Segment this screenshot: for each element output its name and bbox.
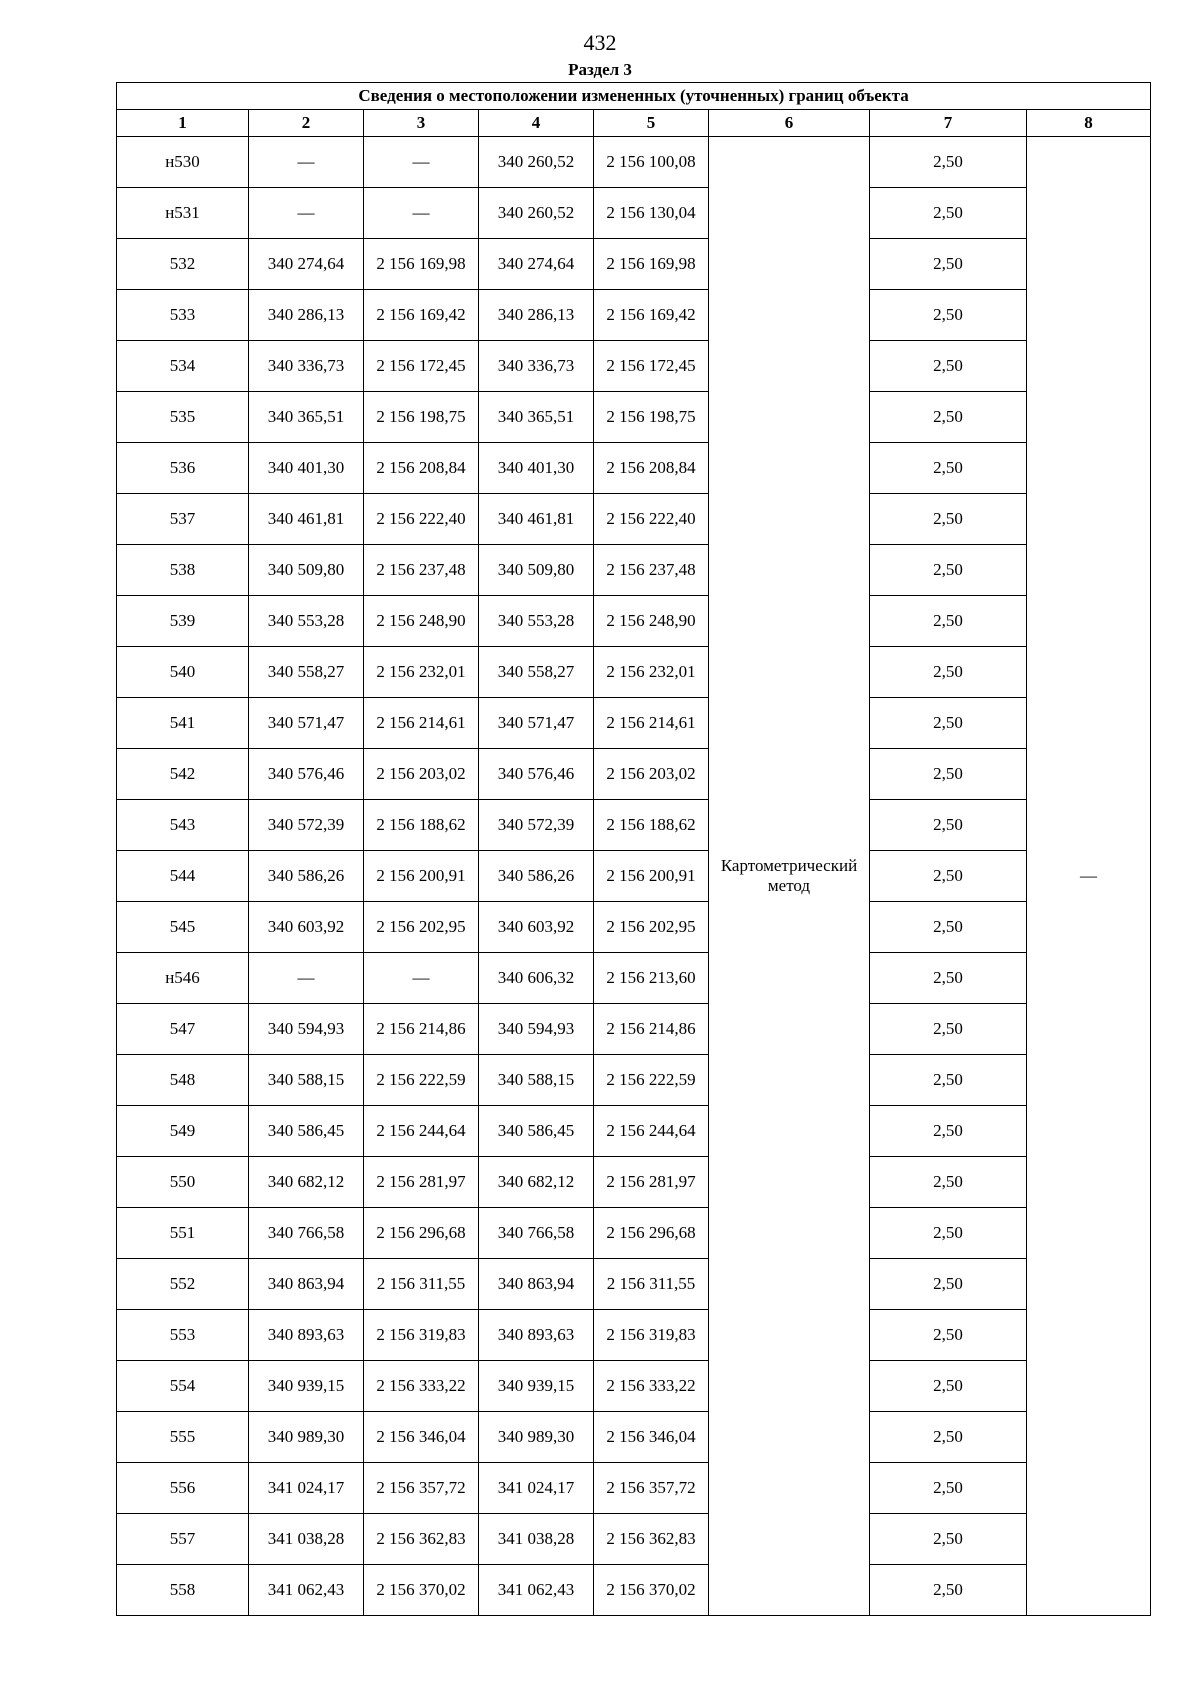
cell-y-old: 2 156 169,42 (364, 290, 479, 341)
cell-point: 555 (117, 1412, 249, 1463)
cell-x-new: 340 336,73 (479, 341, 594, 392)
table-row (117, 800, 1151, 851)
cell-y-old: — (364, 137, 479, 188)
cell-point: 542 (117, 749, 249, 800)
cell-x-old: 340 401,30 (249, 443, 364, 494)
cell-y-new: 2 156 222,40 (594, 494, 709, 545)
table-row (117, 1106, 1151, 1157)
coordinates-table (116, 82, 1151, 1616)
cell-y-old: 2 156 248,90 (364, 596, 479, 647)
cell-x-old: 340 274,64 (249, 239, 364, 290)
cell-precision: 2,50 (870, 1361, 1027, 1412)
cell-y-new: 2 156 213,60 (594, 953, 709, 1004)
cell-x-new: 341 038,28 (479, 1514, 594, 1565)
cell-point: 538 (117, 545, 249, 596)
cell-x-old: 340 576,46 (249, 749, 364, 800)
cell-x-old: 340 571,47 (249, 698, 364, 749)
table-row (117, 443, 1151, 494)
cell-x-old: — (249, 188, 364, 239)
cell-y-old: 2 156 208,84 (364, 443, 479, 494)
cell-x-new: 341 024,17 (479, 1463, 594, 1514)
cell-precision: 2,50 (870, 443, 1027, 494)
cell-y-old: 2 156 169,98 (364, 239, 479, 290)
cell-precision: 2,50 (870, 851, 1027, 902)
table-row (117, 1157, 1151, 1208)
cell-precision: 2,50 (870, 1310, 1027, 1361)
column-number: 5 (594, 110, 709, 137)
cell-y-old: 2 156 172,45 (364, 341, 479, 392)
table-row (117, 1004, 1151, 1055)
cell-point: 539 (117, 596, 249, 647)
cell-x-old: — (249, 953, 364, 1004)
cell-y-old: 2 156 333,22 (364, 1361, 479, 1412)
cell-x-new: 340 365,51 (479, 392, 594, 443)
cell-precision: 2,50 (870, 647, 1027, 698)
cell-x-new: 340 586,45 (479, 1106, 594, 1157)
cell-x-new: 340 509,80 (479, 545, 594, 596)
cell-y-old: 2 156 244,64 (364, 1106, 479, 1157)
cell-precision: 2,50 (870, 1514, 1027, 1565)
cell-point: 553 (117, 1310, 249, 1361)
column-number: 3 (364, 110, 479, 137)
cell-point: 535 (117, 392, 249, 443)
table-row (117, 1310, 1151, 1361)
cell-y-new: 2 156 232,01 (594, 647, 709, 698)
cell-y-new: 2 156 237,48 (594, 545, 709, 596)
cell-column8: — (1027, 137, 1151, 1616)
cell-precision: 2,50 (870, 1055, 1027, 1106)
cell-y-new: 2 156 333,22 (594, 1361, 709, 1412)
table-row (117, 1565, 1151, 1616)
cell-point: 556 (117, 1463, 249, 1514)
cell-precision: 2,50 (870, 1259, 1027, 1310)
table-row (117, 749, 1151, 800)
cell-y-new: 2 156 198,75 (594, 392, 709, 443)
cell-x-old: 340 572,39 (249, 800, 364, 851)
cell-y-old: 2 156 346,04 (364, 1412, 479, 1463)
table-row (117, 188, 1151, 239)
table-body (117, 137, 1151, 1616)
cell-y-old: 2 156 214,61 (364, 698, 479, 749)
cell-y-old: 2 156 311,55 (364, 1259, 479, 1310)
cell-point: 548 (117, 1055, 249, 1106)
cell-y-old: 2 156 222,59 (364, 1055, 479, 1106)
section-title: Раздел 3 (568, 60, 632, 79)
cell-precision: 2,50 (870, 545, 1027, 596)
cell-y-old: 2 156 232,01 (364, 647, 479, 698)
cell-precision: 2,50 (870, 188, 1027, 239)
cell-point: 558 (117, 1565, 249, 1616)
cell-x-old: 340 586,26 (249, 851, 364, 902)
cell-x-new: 340 588,15 (479, 1055, 594, 1106)
table-row (117, 1463, 1151, 1514)
cell-y-new: 2 156 281,97 (594, 1157, 709, 1208)
table-row (117, 137, 1151, 188)
cell-x-new: 340 260,52 (479, 137, 594, 188)
cell-x-old: — (249, 137, 364, 188)
cell-x-new: 340 571,47 (479, 698, 594, 749)
cell-y-old: 2 156 237,48 (364, 545, 479, 596)
cell-x-old: 340 989,30 (249, 1412, 364, 1463)
cell-x-new: 341 062,43 (479, 1565, 594, 1616)
cell-point: 534 (117, 341, 249, 392)
column-number: 2 (249, 110, 364, 137)
cell-y-old: 2 156 198,75 (364, 392, 479, 443)
cell-y-new: 2 156 248,90 (594, 596, 709, 647)
cell-point: н530 (117, 137, 249, 188)
column-number: 1 (117, 110, 249, 137)
cell-precision: 2,50 (870, 1106, 1027, 1157)
cell-precision: 2,50 (870, 1208, 1027, 1259)
table-row (117, 239, 1151, 290)
cell-precision: 2,50 (870, 290, 1027, 341)
cell-y-new: 2 156 202,95 (594, 902, 709, 953)
cell-y-new: 2 156 311,55 (594, 1259, 709, 1310)
cell-precision: 2,50 (870, 392, 1027, 443)
cell-point: 549 (117, 1106, 249, 1157)
cell-x-new: 340 553,28 (479, 596, 594, 647)
table-row (117, 494, 1151, 545)
cell-x-new: 340 893,63 (479, 1310, 594, 1361)
cell-precision: 2,50 (870, 698, 1027, 749)
cell-y-new: 2 156 100,08 (594, 137, 709, 188)
table-row (117, 902, 1151, 953)
cell-y-new: 2 156 370,02 (594, 1565, 709, 1616)
cell-x-old: 341 024,17 (249, 1463, 364, 1514)
cell-y-old: 2 156 362,83 (364, 1514, 479, 1565)
cell-precision: 2,50 (870, 341, 1027, 392)
cell-precision: 2,50 (870, 1412, 1027, 1463)
cell-y-new: 2 156 222,59 (594, 1055, 709, 1106)
table-row (117, 596, 1151, 647)
cell-y-old: 2 156 281,97 (364, 1157, 479, 1208)
cell-point: 551 (117, 1208, 249, 1259)
cell-point: 537 (117, 494, 249, 545)
cell-y-old: 2 156 296,68 (364, 1208, 479, 1259)
cell-x-old: 340 682,12 (249, 1157, 364, 1208)
cell-x-old: 340 365,51 (249, 392, 364, 443)
cell-x-new: 340 682,12 (479, 1157, 594, 1208)
cell-y-new: 2 156 188,62 (594, 800, 709, 851)
table-row (117, 647, 1151, 698)
cell-y-old: 2 156 357,72 (364, 1463, 479, 1514)
cell-method: Картометрический метод (709, 137, 870, 1616)
cell-y-new: 2 156 169,42 (594, 290, 709, 341)
cell-precision: 2,50 (870, 1004, 1027, 1055)
cell-x-old: 340 588,15 (249, 1055, 364, 1106)
cell-x-new: 340 606,32 (479, 953, 594, 1004)
cell-point: 554 (117, 1361, 249, 1412)
cell-precision: 2,50 (870, 596, 1027, 647)
cell-precision: 2,50 (870, 494, 1027, 545)
cell-y-old: 2 156 222,40 (364, 494, 479, 545)
cell-point: 543 (117, 800, 249, 851)
cell-y-old: 2 156 188,62 (364, 800, 479, 851)
cell-x-new: 340 461,81 (479, 494, 594, 545)
column-number: 8 (1027, 110, 1151, 137)
cell-x-old: 340 893,63 (249, 1310, 364, 1361)
cell-x-new: 340 572,39 (479, 800, 594, 851)
cell-y-new: 2 156 319,83 (594, 1310, 709, 1361)
cell-x-new: 340 260,52 (479, 188, 594, 239)
cell-x-old: 340 336,73 (249, 341, 364, 392)
cell-y-old: 2 156 200,91 (364, 851, 479, 902)
cell-x-old: 340 586,45 (249, 1106, 364, 1157)
table-row (117, 290, 1151, 341)
cell-x-old: 340 766,58 (249, 1208, 364, 1259)
cell-precision: 2,50 (870, 1565, 1027, 1616)
table-caption: Сведения о местоположении измененных (уточненных) границ объекта (117, 83, 1151, 110)
table-row (117, 1208, 1151, 1259)
cell-point: 544 (117, 851, 249, 902)
cell-precision: 2,50 (870, 1463, 1027, 1514)
cell-y-new: 2 156 362,83 (594, 1514, 709, 1565)
cell-x-new: 340 603,92 (479, 902, 594, 953)
cell-y-new: 2 156 203,02 (594, 749, 709, 800)
cell-point: 545 (117, 902, 249, 953)
cell-point: 541 (117, 698, 249, 749)
cell-y-old: 2 156 202,95 (364, 902, 479, 953)
cell-y-new: 2 156 169,98 (594, 239, 709, 290)
cell-point: 532 (117, 239, 249, 290)
cell-x-old: 340 939,15 (249, 1361, 364, 1412)
cell-x-old: 340 558,27 (249, 647, 364, 698)
cell-x-new: 340 286,13 (479, 290, 594, 341)
column-number: 6 (709, 110, 870, 137)
table-row (117, 1259, 1151, 1310)
cell-point: 552 (117, 1259, 249, 1310)
table-row (117, 698, 1151, 749)
table-row (117, 392, 1151, 443)
cell-y-old: — (364, 188, 479, 239)
cell-precision: 2,50 (870, 902, 1027, 953)
cell-precision: 2,50 (870, 239, 1027, 290)
table-row (117, 1412, 1151, 1463)
cell-y-new: 2 156 357,72 (594, 1463, 709, 1514)
table-row (117, 953, 1151, 1004)
cell-x-old: 340 509,80 (249, 545, 364, 596)
cell-y-new: 2 156 296,68 (594, 1208, 709, 1259)
page-number: 432 (583, 30, 617, 55)
cell-x-old: 340 286,13 (249, 290, 364, 341)
cell-x-new: 340 558,27 (479, 647, 594, 698)
cell-y-new: 2 156 346,04 (594, 1412, 709, 1463)
table-row (117, 851, 1151, 902)
cell-point: 540 (117, 647, 249, 698)
cell-point: 533 (117, 290, 249, 341)
cell-y-new: 2 156 208,84 (594, 443, 709, 494)
table-row (117, 545, 1151, 596)
column-number-row (117, 110, 1151, 137)
cell-point: 536 (117, 443, 249, 494)
cell-x-old: 341 062,43 (249, 1565, 364, 1616)
cell-y-old: 2 156 319,83 (364, 1310, 479, 1361)
cell-y-old: 2 156 370,02 (364, 1565, 479, 1616)
table-row (117, 1514, 1151, 1565)
cell-x-old: 340 553,28 (249, 596, 364, 647)
cell-point: н531 (117, 188, 249, 239)
cell-precision: 2,50 (870, 953, 1027, 1004)
table-row (117, 1361, 1151, 1412)
cell-y-old: — (364, 953, 479, 1004)
cell-x-new: 340 989,30 (479, 1412, 594, 1463)
cell-x-new: 340 766,58 (479, 1208, 594, 1259)
cell-x-new: 340 863,94 (479, 1259, 594, 1310)
cell-x-old: 341 038,28 (249, 1514, 364, 1565)
cell-x-old: 340 594,93 (249, 1004, 364, 1055)
cell-precision: 2,50 (870, 800, 1027, 851)
cell-y-new: 2 156 214,61 (594, 698, 709, 749)
cell-y-new: 2 156 130,04 (594, 188, 709, 239)
cell-x-old: 340 603,92 (249, 902, 364, 953)
cell-x-new: 340 586,26 (479, 851, 594, 902)
cell-y-new: 2 156 214,86 (594, 1004, 709, 1055)
cell-y-new: 2 156 172,45 (594, 341, 709, 392)
cell-point: 557 (117, 1514, 249, 1565)
table-row (117, 1055, 1151, 1106)
cell-precision: 2,50 (870, 749, 1027, 800)
cell-x-old: 340 863,94 (249, 1259, 364, 1310)
cell-x-new: 340 594,93 (479, 1004, 594, 1055)
cell-x-new: 340 939,15 (479, 1361, 594, 1412)
cell-x-new: 340 274,64 (479, 239, 594, 290)
cell-x-new: 340 401,30 (479, 443, 594, 494)
cell-y-new: 2 156 244,64 (594, 1106, 709, 1157)
cell-point: 547 (117, 1004, 249, 1055)
column-number: 7 (870, 110, 1027, 137)
cell-y-old: 2 156 203,02 (364, 749, 479, 800)
table-row (117, 341, 1151, 392)
cell-x-new: 340 576,46 (479, 749, 594, 800)
cell-point: 550 (117, 1157, 249, 1208)
cell-x-old: 340 461,81 (249, 494, 364, 545)
cell-point: н546 (117, 953, 249, 1004)
cell-precision: 2,50 (870, 1157, 1027, 1208)
cell-y-old: 2 156 214,86 (364, 1004, 479, 1055)
column-number: 4 (479, 110, 594, 137)
cell-y-new: 2 156 200,91 (594, 851, 709, 902)
cell-precision: 2,50 (870, 137, 1027, 188)
